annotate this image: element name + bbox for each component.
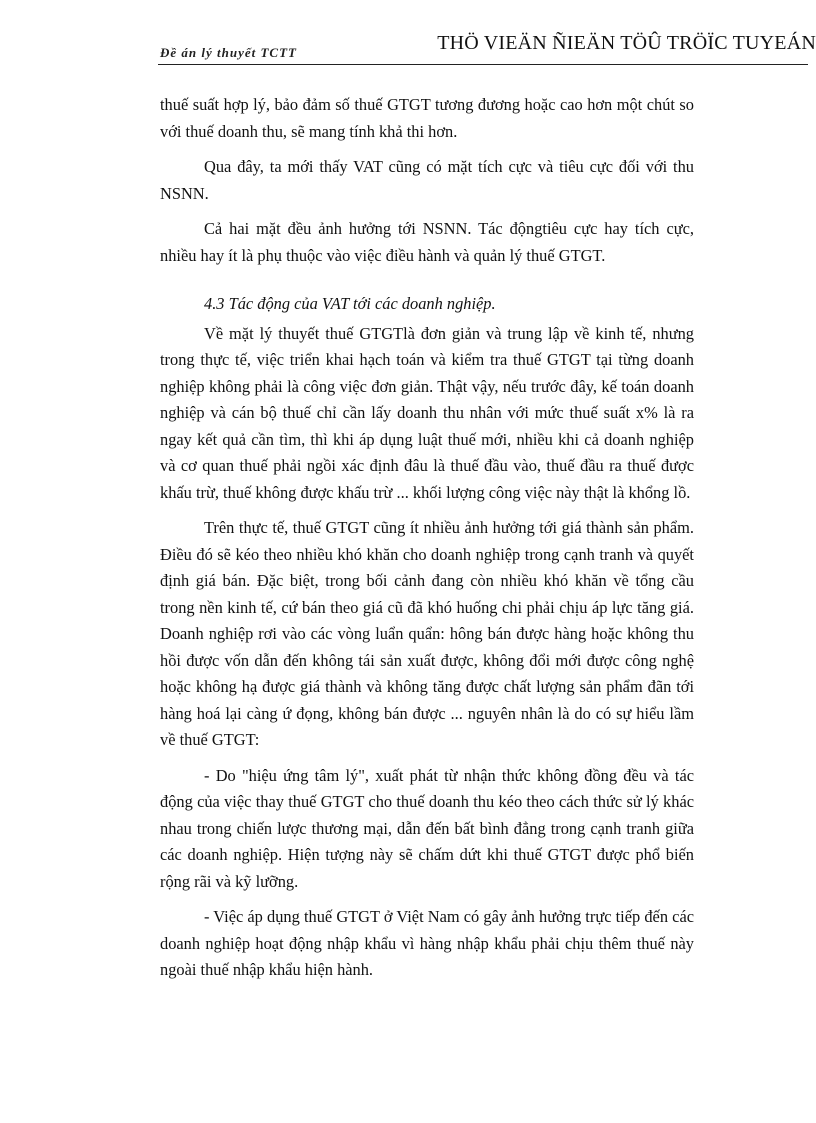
paragraph-5: Trên thực tế, thuế GTGT cũng ít nhiều ảnh hưởng tới giá thành sản phẩm. Điều đó sẽ kéo theo nhiều khó khăn cho doanh nghiệp trong cạnh tranh và quyết định giá bán. Đặc biệt, trong bối cảnh đang còn nhiều khó khăn về tổng cầu trong nền kinh tế, cứ bán theo giá cũ đã khó huống chi phải chịu áp lực tăng giá. Doanh nghiệp rơi vào các vòng luẩn quẩn: hông bán được hàng hoặc không thu hồi được vốn dẫn đến không tái sản xuất được, không đổi mới được công nghệ hoặc không hạ được giá thành và không tăng được chất lượng sản phẩm đãn tới hàng hoá lại càng ứ đọng, không bán được ... nguyên nhân là do có sự hiểu lầm về thuế GTGT: xyxy=(160,518,694,749)
header-document-title: Đề án lý thuyết TCTT xyxy=(160,45,297,60)
paragraph-2: Qua đây, ta mới thấy VAT cũng có mặt tích cực và tiêu cực đối với thu NSNN. xyxy=(160,157,694,203)
paragraph-3: Cả hai mặt đều ảnh hưởng tới NSNN. Tác độngtiêu cực hay tích cực, nhiều hay ít là phụ thuộc vào việc điều hành và quản lý thuế GTGT. xyxy=(160,219,694,265)
paragraph-4: Về mặt lý thuyết thuế GTGTlà đơn giản và trung lập về kinh tế, nhưng trong thực tế, việc triển khai hạch toán và kiểm tra thuế GTGT tại từng doanh nghiệp không phải là công việc đơn giản. Thật vậy, nếu trước đây, kế toán doanh nghiệp và cán bộ thuế chỉ cần lấy doanh thu nhân với mức thuế suất x% là ra ngay kết quả cần tìm, thì khi áp dụng luật thuế mới, nhiều khi cả doanh nghiệp và cơ quan thuế phải ngồi xác định đâu là thuế đầu vào, thuế đầu ra thuế được khấu trừ, thuế không được khấu trừ ... khối lượng công việc này thật là khổng lồ. xyxy=(160,323,694,502)
paragraph-6: - Do "hiệu ứng tâm lý", xuất phát từ nhận thức không đồng đều và tác động của việc thay thuế GTGT cho thuế doanh thu kéo theo cách thức sử lý khác nhau trong chiến lược thương mại, dẫn đến bất bình đẳng trong cạnh tranh giữa các doanh nghiệp. Hiện tượng này sẽ chấm dứt khi thuế GTGT được phổ biến rộng rãi và kỹ lưỡng. xyxy=(160,765,694,891)
paragraph-1: thuế suất hợp lý, bảo đảm số thuế GTGT tương đương hoặc cao hơn một chút so với thuế doanh thu, sẽ mang tính khả thi hơn. xyxy=(160,95,694,141)
header-library-name: THÖ VIEÄN ÑIEÄN TÖÛ TRÖÏC TUYEÁN xyxy=(437,32,816,54)
section-heading: 4.3 Tác động của VAT tới các doanh nghiệp. xyxy=(204,294,496,313)
header-divider xyxy=(158,64,808,65)
document-body xyxy=(160,92,694,993)
paragraph-7: - Việc áp dụng thuế GTGT ở Việt Nam có gây ảnh hưởng trực tiếp đến các doanh nghiệp hoạt động nhập khẩu vì hàng nhập khẩu phải chịu thêm thuế này ngoài thuế nhập khẩu hiện hành. xyxy=(160,907,694,979)
